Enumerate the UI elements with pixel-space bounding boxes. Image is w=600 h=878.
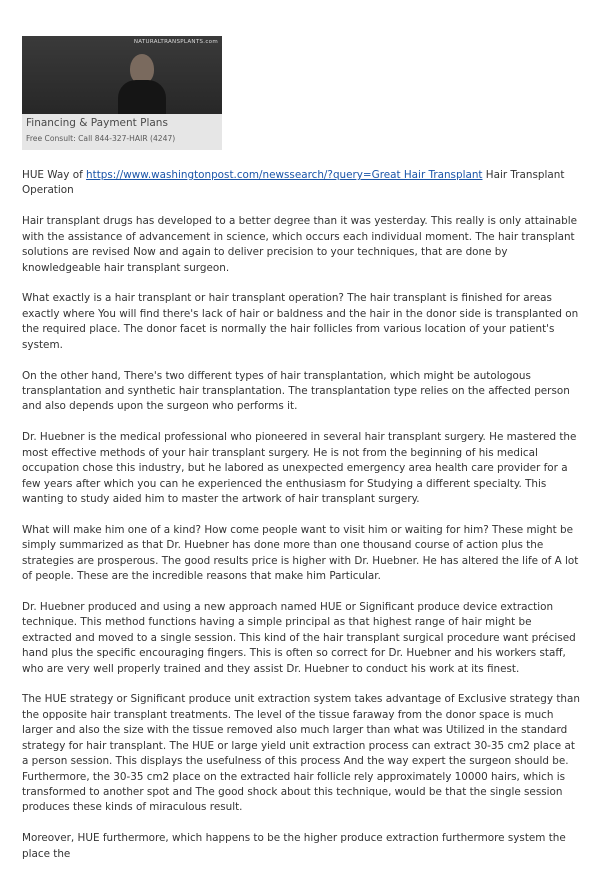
paragraph-8: Moreover, HUE furthermore, which happens to be the higher produce extraction furthermore system the place the [22,832,566,860]
banner-subtitle: Free Consult: Call 844-327-HAIR (4247) [26,134,176,143]
banner-title: Financing & Payment Plans [26,117,168,129]
financing-banner-image[interactable] [22,36,222,150]
paragraph-4: Dr. Huebner is the medical professional who pioneered in several hair transplant surgery. He mastered the most effective methods of your hair transplant surgery. He is not from the beginning of his medical occupation chose this industry, but he labored as unexpected emergency area health care provider for a few years after which you can he experienced the enthusiasm for Studying a different specialty. This wanting to study aided him to master the artwork of hair transplant surgery. [22,431,577,505]
paragraph-6: Dr. Huebner produced and using a new approach named HUE or Significant produce device extraction technique. This method functions having a simple principal as that highest range of hair might be extracted and moved to a single session. This kind of the hair transplant surgical procedure want précised hand plus the specific encouraging fingers. This is often so correct for Dr. Huebner and his workers staff, who are very well properly trained and they assist Dr. Huebner to conduct his work at its finest. [22,600,576,675]
paragraph-1: Hair transplant drugs has developed to a better degree than it was yesterday. This really is only attainable with the assistance of advancement in science, which occurs each individual moment. The hair transplant solutions are revised Now and again to deliver precision to your techniques, that are done by knowledgeable hair transplant surgeon. [22,215,578,274]
banner-caption [22,114,222,150]
article-body [22,168,582,878]
paragraph-5: What will make him one of a kind? How come people want to visit him or waiting for him? These might be simply summarized as that Dr. Huebner has done more than one thousand course of action plus the strategies are prosperous. The good results price is higher with Dr. Huebner. He has altered the life of A lot of people. These are the incredible reasons that make him Particular. [22,523,579,583]
paragraph-2: What exactly is a hair transplant or hair transplant operation? The hair transplant is finished for areas exactly where You will find there's lack of hair or baldness and the hair in the donor side is transplanted on the required place. The donor facet is normally the hair follicles from various location of your patient's system. [22,292,579,351]
paragraph-7: The HUE strategy or Significant produce unit extraction system takes advantage of Exclusive strategy than the opposite hair transplant treatments. The level of the tissue faraway from the donor space is much larger and also the size with the tissue removed also much larger than what was Utilized in the standard strategy for hair transplant. The HUE or large yield unit extraction process can extract 30-35 cm2 place at a person session. This displays the usefulness of this process And the way expert the surgeon should be. Furthermore, the 30-35 cm2 place on the extracted hair follicle rely approximately 10000 hairs, which is transformed to another spot and The good shock about this technique, would be that the single session produces these kinds of miraculous result. [22,693,580,814]
intro-paragraph [22,168,582,199]
banner-brand: NATURALTRANSPLANTS.com [133,39,218,45]
paragraph-3: On the other hand, There's two different types of hair transplantation, which might be autologous transplantation and synthetic hair transplantation. The transplantation type relies on the affected person and also depends upon the surgeon who performs it. [22,369,570,413]
intro-suffix: Hair Transplant Operation [22,169,565,197]
washingtonpost-search-link[interactable]: https://www.washingtonpost.com/newssearch/?query=Great Hair Transplant [86,169,483,181]
intro-prefix: HUE Way of [22,169,87,181]
